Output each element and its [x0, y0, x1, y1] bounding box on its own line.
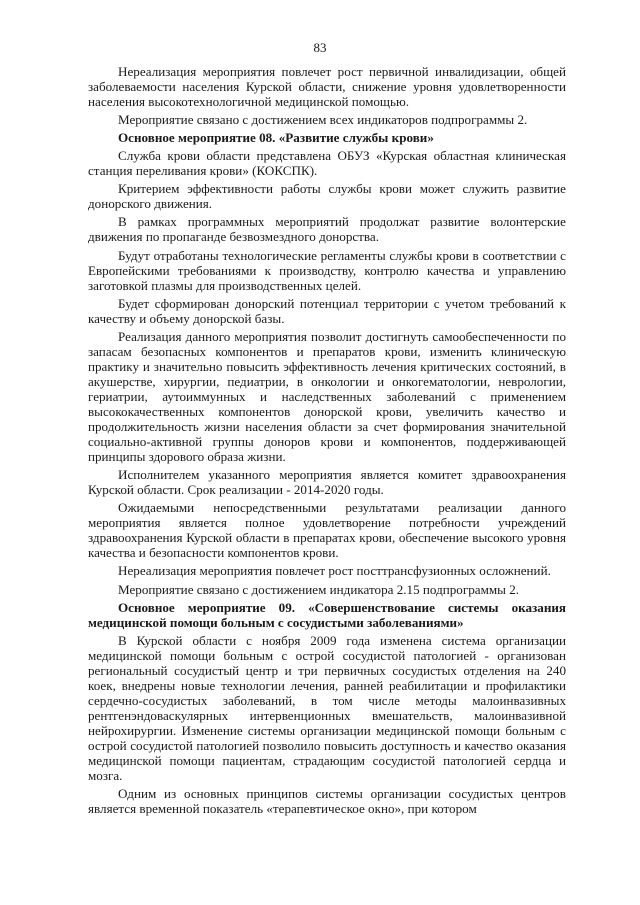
- document-body: [88, 64, 566, 819]
- paragraph: Одним из основных принципов системы организации сосудистых центров является временной показатель «терапевтическое окно», при котором: [88, 786, 566, 817]
- paragraph: Критерием эффективности работы службы крови может служить развитие донорского движения.: [88, 181, 566, 212]
- page-number: 83: [313, 40, 327, 55]
- paragraph: Служба крови области представлена ОБУЗ «Курская областная клиническая станция переливания крови» (КОКСПК).: [88, 148, 566, 179]
- paragraph: Исполнителем указанного мероприятия является комитет здравоохранения Курской области. Срок реализации - 2014-2020 годы.: [88, 467, 566, 498]
- paragraph: Нереализация мероприятия повлечет рост посттрансфузионных осложнений.: [118, 563, 551, 579]
- paragraph: Реализация данного мероприятия позволит достигнуть самообеспеченности по запасам безопасных компонентов и препаратов крови, изменить клиническую практику и значительно повысить эффективность лечения критических состояний, в акушерстве, хирургии, педиатрии, в онкологии и онкогематологии, неврологии, гериатрии, аутоиммунных и наследственных заболеваний с применением высококачественных компонентов донорской крови, увеличить качество и продолжительность жизни населения области за счет формирования значительной социально-активной группы доноров крови и компонентов, поддерживающей принципы здорового образа жизни.: [88, 328, 566, 465]
- paragraph: Мероприятие связано с достижением индикатора 2.15 подпрограммы 2.: [118, 581, 520, 597]
- paragraph: В рамках программных мероприятий продолжат развитие волонтерские движения по пропаганде безвозмездного донорства.: [88, 214, 566, 245]
- paragraph: Будет сформирован донорский потенциал территории с учетом требований к качеству и объему донорской базы.: [88, 295, 566, 326]
- paragraph: Ожидаемыми непосредственными результатами реализации данного мероприятия является полное удовлетворение потребности учреждений здравоохранения Курской области в препаратах крови, обеспечение высокого уровня качества и безопасности компонентов крови.: [88, 500, 566, 561]
- paragraph: Нереализация мероприятия повлечет рост первичной инвалидизации, общей заболеваемости населения Курской области, снижение уровня удовлетворенности населения высокотехнологичной медицинской помощью.: [88, 64, 566, 110]
- paragraph: В Курской области с ноября 2009 года изменена система организации медицинской помощи больным с острой сосудистой патологией - организован региональный сосудистый центр и три первичных сосудистых отделения на 240 коек, внедрены новые технологии лечения, ранней реабилитации и профилактики сердечно-сосудистых заболеваний, в том числе методы малоинвазивных рентгенэндоваскулярных интервенционных вмешательств, малоинвазивной нейрохирургии. Изменение системы организации медицинской помощи больным с острой сосудистой патологией позволило повысить доступность и качество оказания медицинской помощи пациентам, страдающим сосудистой патологией сердца и мозга.: [88, 632, 566, 784]
- paragraph: Мероприятие связано с достижением всех индикаторов подпрограммы 2.: [118, 112, 528, 128]
- section-heading: Основное мероприятие 09. «Совершенствование системы оказания медицинской помощи больным с сосудистыми заболеваниями»: [88, 599, 566, 630]
- section-heading: Основное мероприятие 08. «Развитие службы крови»: [118, 130, 434, 146]
- paragraph: Будут отработаны технологические регламенты службы крови в соответствии с Европейскими требованиями к производству, контролю качества и управлению заготовкой плазмы для производственных целей.: [88, 247, 566, 293]
